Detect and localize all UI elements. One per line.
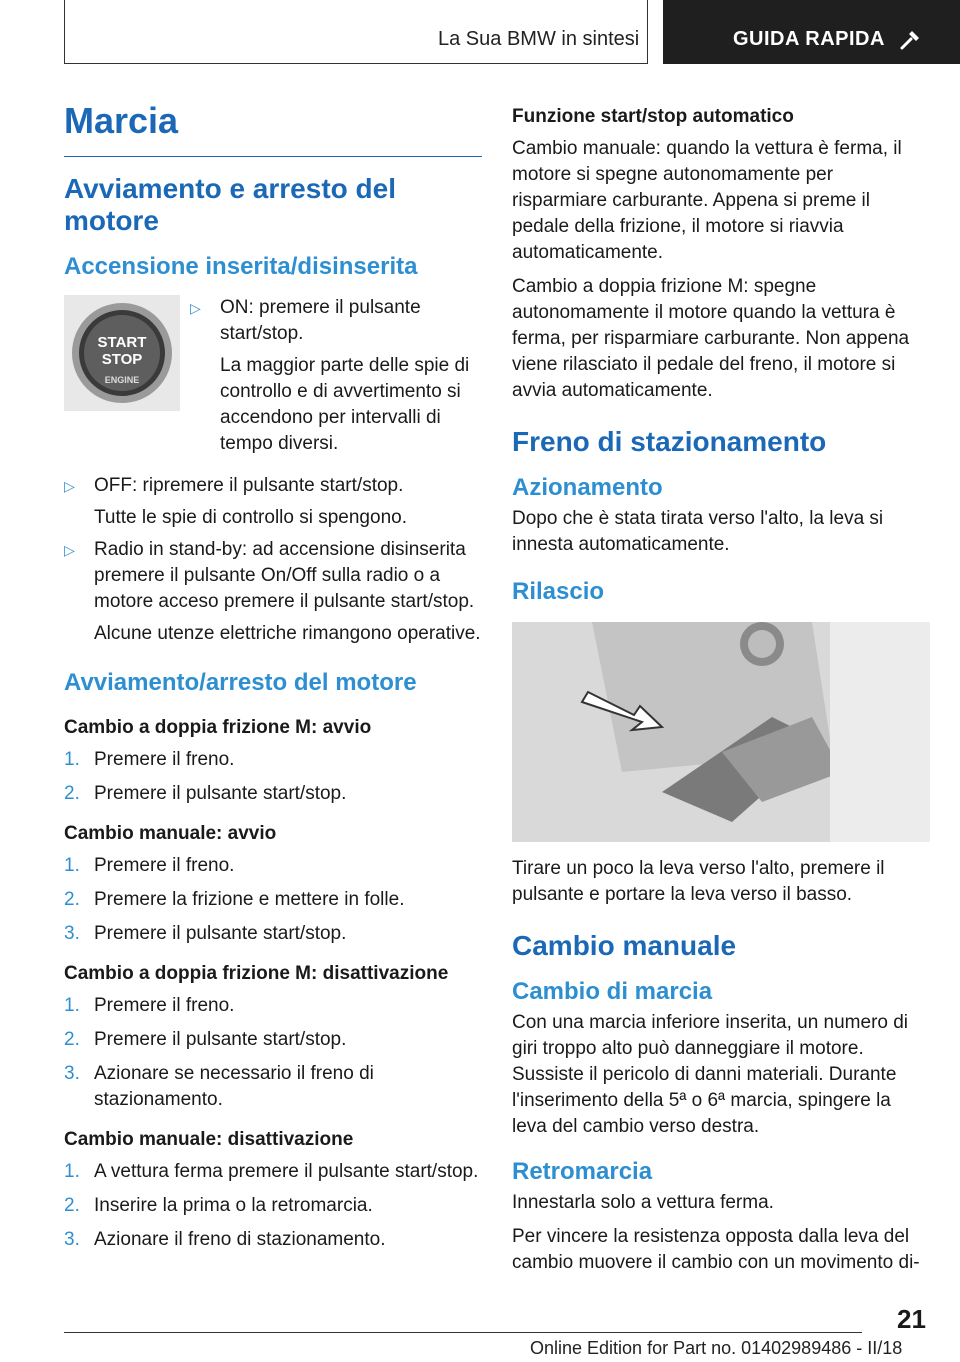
- bullet-off: [64, 473, 482, 531]
- bullet-on-text: ON: premere il pulsante start/stop.: [220, 297, 421, 344]
- apply-text: Dopo che è stata tirata verso l'alto, la leva si innesta automaticamente.: [512, 508, 884, 555]
- heading-auto-start-stop: Funzione start/stop automatico: [512, 106, 794, 127]
- header-section-title: La Sua BMW in sintesi: [438, 28, 640, 50]
- bullet-radio-text: Radio in stand-by: ad accensione disinserita premere il pulsante On/Off sulla radio o a motore acceso premere il pulsante start/stop.: [94, 539, 475, 612]
- footer-edition: Online Edition for Part no. 01402989486 - II/18: [530, 1338, 903, 1358]
- wrench-hammer-icon: [899, 28, 923, 52]
- group-heading: Cambio a doppia frizione M: disattivazione: [64, 963, 449, 984]
- list-item: 1. A vettura ferma premere il pulsante start/stop.: [64, 1161, 479, 1182]
- heading-ignition: Accensione inserita/disinserita: [64, 253, 418, 280]
- auto-paragraph-2: Cambio a doppia frizione M: spegne autonomamente il motore quando la vettura è ferma, per risparmiare carburante. Non appena viene rilasciato il pedale del freno, il motore si avvia automaticamente.: [512, 276, 910, 401]
- page-number: 21: [897, 1304, 926, 1334]
- list-item: 2. Premere la frizione e mettere in folle.: [64, 889, 405, 910]
- start-label: START: [97, 334, 147, 351]
- group-heading: Cambio a doppia frizione M: avvio: [64, 717, 372, 738]
- heading-start-stop: Avviamento/arresto del motore: [64, 669, 417, 696]
- bullet-triangle-icon: ▷: [64, 542, 75, 558]
- heading-reverse: Retromarcia: [512, 1158, 653, 1185]
- bullet-on: [190, 295, 482, 463]
- list-item: 2. Inserire la prima o la retromarcia.: [64, 1195, 373, 1216]
- bullet-off-text: OFF: ripremere il pulsante start/stop.: [94, 475, 404, 496]
- list-item: 3. Azionare il freno di stazionamento.: [64, 1229, 386, 1250]
- list-item: 3. Azionare se necessario il freno di stazionamento.: [64, 1063, 374, 1110]
- bullet-radio-sub: Alcune utenze elettriche rimangono operative.: [94, 623, 481, 644]
- title-divider: [64, 156, 482, 157]
- heading-apply: Azionamento: [512, 474, 663, 501]
- bullet-on-sub: La maggior parte delle spie di controllo e di avvertimento si accendono per intervalli di tempo diversi.: [220, 355, 470, 454]
- header-tab-label: GUIDA RAPIDA: [733, 28, 885, 50]
- reverse-text-2: Per vincere la resistenza opposta dalla leva del cambio muovere il cambio con un movimento di-: [512, 1226, 920, 1273]
- list-item: 1. Premere il freno.: [64, 855, 235, 876]
- engine-label: ENGINE: [104, 375, 140, 385]
- bullet-radio: [64, 537, 482, 647]
- bullet-off-sub: Tutte le spie di controllo si spengono.: [94, 507, 407, 528]
- parking-brake-image: [512, 622, 930, 842]
- heading-release: Rilascio: [512, 578, 605, 605]
- heading-engine: Avviamento e arresto del motore: [64, 173, 396, 236]
- bullet-triangle-icon: ▷: [190, 300, 201, 316]
- group-heading: Cambio manuale: avvio: [64, 823, 277, 844]
- list-item: 2. Premere il pulsante start/stop.: [64, 783, 347, 804]
- list-item: 2. Premere il pulsante start/stop.: [64, 1029, 347, 1050]
- footer-divider: [64, 1332, 862, 1333]
- auto-paragraph-1: Cambio manuale: quando la vettura è ferma, il motore si spegne autonomamente per risparmiare carburante. Appena si preme il pedale della frizione, il motore si riavvia automaticamente.: [512, 138, 902, 263]
- group-heading: Cambio manuale: disattivazione: [64, 1129, 354, 1150]
- header-tab-quick-guide[interactable]: [663, 0, 960, 64]
- heading-parking-brake: Freno di stazionamento: [512, 426, 827, 457]
- shift-text: Con una marcia inferiore inserita, un numero di giri troppo alto può danneggiare il motore. Sussiste il pericolo di danni materiali. Durante l'inserimento della 5ª o 6ª marcia, spingere la leva del cambio verso destra.: [512, 1012, 909, 1137]
- list-item: 1. Premere il freno.: [64, 995, 235, 1016]
- list-item: 3. Premere il pulsante start/stop.: [64, 923, 347, 944]
- left-column: [64, 100, 482, 1261]
- list-item: 1. Premere il freno.: [64, 749, 235, 770]
- start-stop-button-image: [64, 295, 180, 411]
- page-title: Marcia: [64, 100, 179, 141]
- right-column: [512, 100, 930, 1276]
- heading-shift: Cambio di marcia: [512, 978, 713, 1005]
- heading-manual-gearbox: Cambio manuale: [512, 930, 737, 961]
- reverse-text-1: Innestarla solo a vettura ferma.: [512, 1192, 774, 1213]
- bullet-triangle-icon: ▷: [64, 478, 75, 494]
- release-text: Tirare un poco la leva verso l'alto, premere il pulsante e portare la leva verso il basso.: [512, 858, 885, 905]
- stop-label: STOP: [101, 351, 143, 368]
